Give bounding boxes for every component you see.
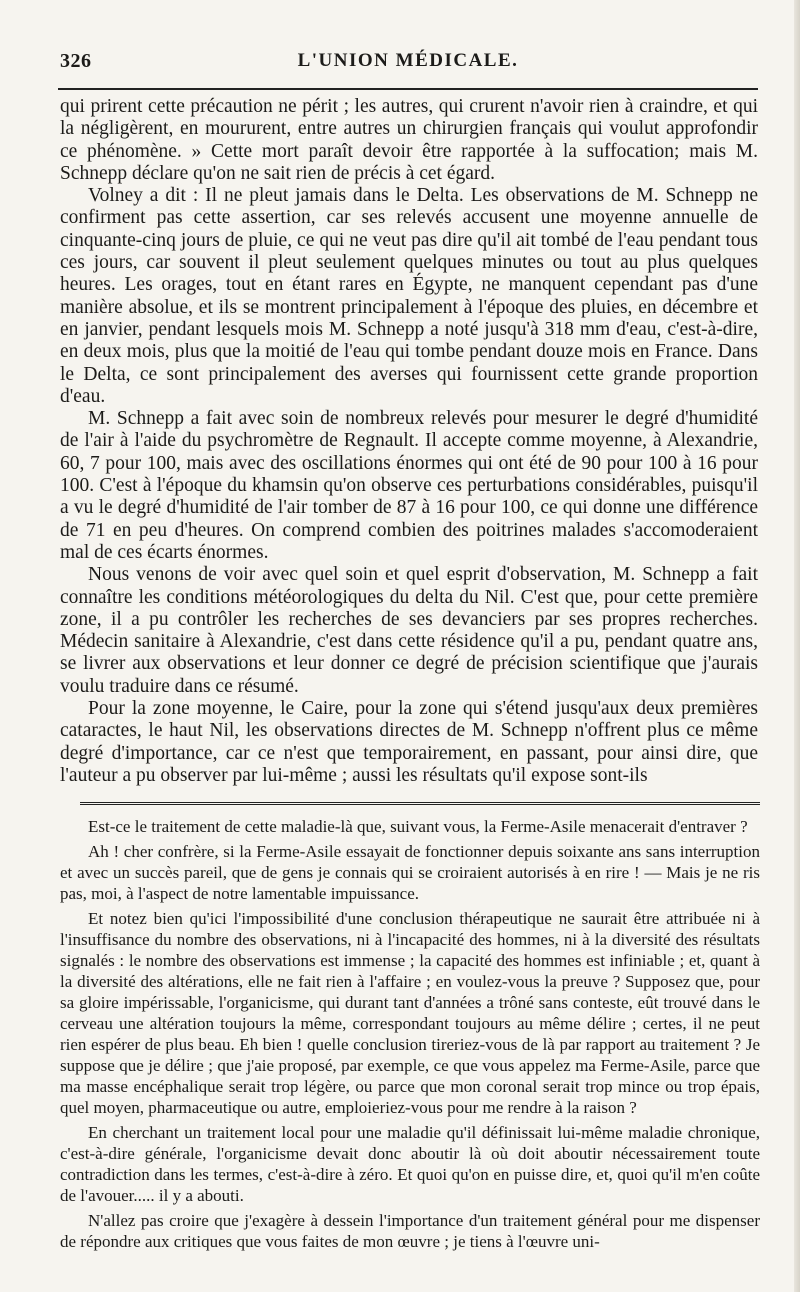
main-paragraph-1: qui prirent cette précaution ne périt ; les autres, qui crurent n'avoir rien à craindre, et qui la négligèrent, en moururent, entre autres un chirurgien français qui voulut approfondir ce phénomène. » Cette mort paraît devoir être rapportée à la suffocation; mais M. Schnepp déclare qu'on ne sait rien de précis à cet égard.: [60, 96, 758, 184]
main-article: [60, 96, 758, 787]
feuilleton-section: [60, 816, 760, 1252]
main-paragraph-5: Pour la zone moyenne, le Caire, pour la zone qui s'étend jusqu'aux deux premières cataractes, le haut Nil, les observations directes de M. Schnepp n'offrent plus ce même degré d'importance, car ce n'est que temporairement, en passant, pour ainsi dire, que l'auteur a pu observer par lui-même ; aussi les résultats qu'il expose sont-ils: [60, 698, 758, 786]
feuilleton-separator: [80, 802, 760, 808]
feuilleton-paragraph-2: Ah ! cher confrère, si la Ferme-Asile essayait de fonctionner depuis soixante ans sans interruption et avec un succès pareil, que de gens je connais qui se croiraient autorisés à en rire ! — Mais je ne ris pas, moi, à l'aspect de notre lamentable impuissance.: [60, 842, 760, 903]
main-paragraph-3: M. Schnepp a fait avec soin de nombreux relevés pour mesurer le degré d'humidité de l'air à l'aide du psychromètre de Regnault. Il accepte comme moyenne, à Alexandrie, 60, 7 pour 100, mais avec des oscillations énormes qui ont été de 90 pour 100 à 16 pour 100. C'est à l'époque du khamsin qu'on observe ces perturbations considérables, puisqu'il a vu le degré d'humidité de l'air tomber de 87 à 16 pour 100, ce qui donne une différence de 71 en peu d'heures. On comprend combien des poitrines malades s'accomoderaient mal de ces écarts énormes.: [60, 408, 758, 563]
running-title: L'UNION MÉDICALE.: [297, 50, 519, 71]
feuilleton-paragraph-1: Est-ce le traitement de cette maladie-là que, suivant vous, la Ferme-Asile menacerait d'entraver ?: [88, 817, 748, 836]
feuilleton-paragraph-3: Et notez bien qu'ici l'impossibilité d'une conclusion thérapeutique ne saurait être attribuée ni à l'insuffisance du nombre des observations, ni à l'incapacité des hommes, ni à la diversité des résultats signalés : le nombre des observations est immense ; la capacité des hommes est infiniable ; et, quant à la diversité des altérations, elle ne fait rien à l'affaire ; en voulez-vous la preuve ? Supposez que, pour sa gloire impérissable, l'organicisme, qui durant tant d'années a trôné sans conteste, eût trouvé dans le cerveau une altération toujours la même, correspondant toujours au même délire ; certes, il ne peut rien espérer de plus beau. Eh bien ! quelle conclusion tireriez-vous de là par rapport au traitement ? Je suppose que je délire ; que j'aie proposé, par exemple, ce que vous appelez ma Ferme-Asile, parce que ma masse encéphalique serait trop légère, ou parce que mon coronal serait trop mince ou trop épais, quel moyen, pharmaceutique ou autre, emploieriez-vous pour me rendre à la raison ?: [60, 909, 760, 1117]
main-paragraph-4: Nous venons de voir avec quel soin et quel esprit d'observation, M. Schnepp a fait connaître les conditions météorologiques du delta du Nil. C'est que, pour cette première zone, il a pu contrôler les recherches de ses devanciers par ses propres recherches. Médecin sanitaire à Alexandrie, c'est dans cette résidence qu'il a pu, pendant quatre ans, se livrer aux observations et leur donner ce degré de précision scientifique que j'aurais voulu traduire dans ce résumé.: [60, 564, 758, 697]
page-number: 326: [60, 50, 92, 72]
scan-edge-shadow: [794, 0, 800, 1292]
feuilleton-paragraph-4: En cherchant un traitement local pour une maladie qu'il définissait lui-même maladie chronique, c'est-à-dire générale, l'organicisme devait donc aboutir là où doit aboutir nécessairement toute contradiction dans les termes, c'est-à-dire à zéro. Et quoi qu'on en puisse dire, et, quoi qu'il m'en coûte de l'avouer..... il y a abouti.: [60, 1123, 760, 1205]
main-paragraph-2: Volney a dit : Il ne pleut jamais dans le Delta. Les observations de M. Schnepp ne confirment pas cette assertion, car ses relevés accusent une moyenne annuelle de cinquante-cinq jours de pluie, ce qui ne veut pas dire qu'il ait tombé de l'eau pendant tous ces jours, car souvent il pleut seulement quelques minutes ou tout au plus quelques heures. Les orages, tout en étant rares en Égypte, ne manquent cependant pas d'une manière absolue, et ils se montrent principalement à l'époque des pluies, en décembre et en janvier, pendant lesquels mois M. Schnepp a noté jusqu'à 318 mm d'eau, c'est-à-dire, en deux mois, plus que la moitié de l'eau qui tombe pendant douze mois en France. Dans le Delta, ce sont principalement des averses qui fournissent cette grande proportion d'eau.: [60, 185, 758, 407]
header-rule: [58, 88, 758, 90]
page-header: [58, 46, 758, 76]
feuilleton-paragraph-5: N'allez pas croire que j'exagère à dessein l'importance d'un traitement général pour me dispenser de répondre aux critiques que vous faites de mon œuvre ; je tiens à l'œuvre uni-: [60, 1211, 760, 1251]
